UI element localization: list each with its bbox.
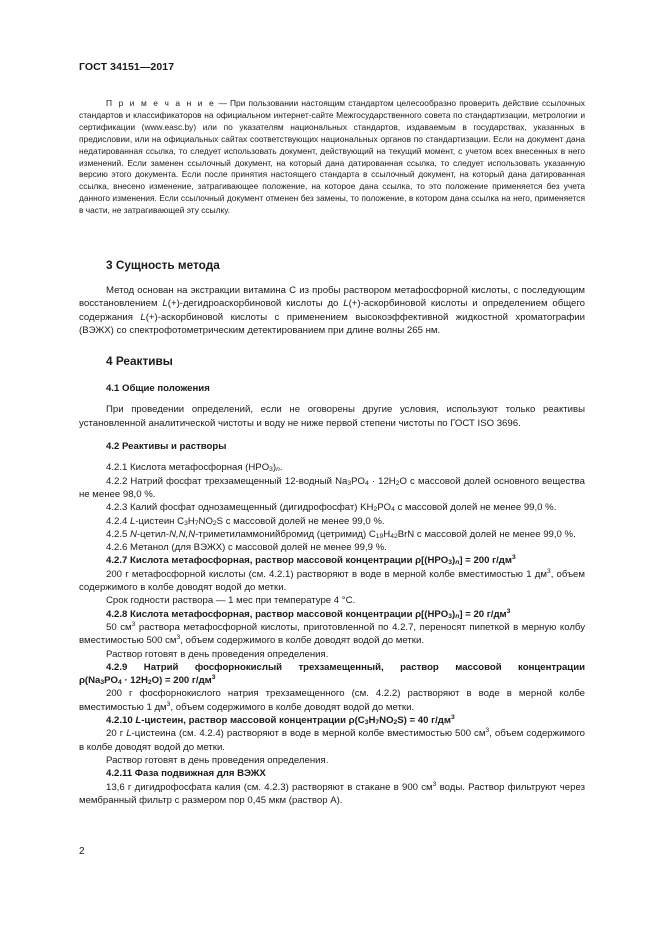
item-4-2-11-heading: 4.2.11 Фаза подвижная для ВЭЖХ: [106, 768, 266, 780]
item-4-2-11-paragraph: 13,6 г дигидрофосфата калия (см. 4.2.3) растворяют в стакане в 900 $см^3$ воды. Раствор фильтруют через мембранный фильтр с размером пор 0,45 мкм (раствор А).: [79, 780, 585, 806]
item-4-2-9-heading: 4.2.9 Натрий фосфорнокислый трехзамещенный, раствор массовой концентрации: [106, 661, 585, 673]
item-4-2-8-note: Раствор готовят в день проведения определения.: [106, 648, 329, 660]
item-4-2-2: 4.2.2 Натрий фосфат трехзамещенный 12-водный $Na_3PO_4 \cdot 12H_2O$ с массовой долей основного вещества не менее 98,0 %.: [79, 475, 585, 500]
item-4-2-9-heading-formula: $\rho(Na_3PO_4 \cdot 12H_2O) = 200$ $г/дм^3$: [79, 674, 216, 687]
note-paragraph: [79, 98, 585, 217]
item-4-2-7-heading: 4.2.7 Кислота метафосфорная, раствор массовой концентрации $\rho[(HPO_3)_n] = 200$ $г/дм^3$: [106, 554, 516, 567]
item-4-2-10-note: Раствор готовят в день проведения определения.: [106, 754, 329, 766]
section-4-1-heading: 4.1 Общие положения: [106, 383, 210, 395]
section-4-heading: 4 Реактивы: [106, 354, 173, 369]
section-4-1-paragraph: При проведении определений, если не оговорены другие условия, используют только реактивы установленной аналитической чистоты и воду не ниже первой степени чистоты по ГОСТ ISO 3696.: [79, 404, 585, 429]
section-3-paragraph: Метод основан на экстракции витамина С из пробы раствором метафосфорной кислоты, с последующим восстановлением L(+)-дегидроаскорбиновой кислоты до L(+)-аскорбиновой кислоты и определением общего содержания L(+)-аскорбиновой кислоты с применением высокоэффективной жидкостной хроматографии (ВЭЖХ) со спектрофотометрическим детектированием при длине волны 265 нм.: [79, 285, 585, 336]
item-4-2-7-shelf-life: Срок годности раствора — 1 мес при температуре 4 °С.: [106, 595, 356, 607]
item-4-2-6: 4.2.6 Метанол (для ВЭЖХ) с массовой долей не менее 99,9 %.: [106, 542, 387, 554]
item-4-2-8-paragraph: 50 $см^3$ раствора метафосфорной кислоты, приготовленной по 4.2.7, переносят пипеткой в мерную колбу вместимостью 500 $см^3$, объем содержимого в колбе доводят водой до метки.: [79, 620, 585, 647]
reference-note: [79, 98, 585, 217]
item-4-2-4: 4.2.4 L-цистеин $C_3H_7NO_2S$ с массовой долей не менее 99,0 %.: [106, 515, 385, 527]
item-4-2-5: 4.2.5 N-цетил-N,N,N-триметиламмонийбромид (цетримид) $C_{19}H_{42}BrN$ с массовой долей не менее 99,0 %.: [106, 528, 576, 540]
item-4-2-10-heading: 4.2.10 L-цистеин, раствор массовой концентрации $\rho(C_3H_7NO_2S) = 40$ $г/дм^3$: [106, 714, 455, 727]
item-4-2-7-paragraph: 200 г метафосфорной кислоты (см. 4.2.1) растворяют в воде в мерной колбе вместимостью 1 $дм^3$, объем содержимого в колбе доводят водой до метки.: [79, 567, 585, 594]
document-header: ГОСТ 34151—2017: [79, 61, 175, 73]
item-4-2-1: 4.2.1 Кислота метафосфорная $(HPO_3)_n$.: [106, 462, 283, 474]
item-4-2-3: 4.2.3 Калий фосфат однозамещенный (дигидрофосфат) $KH_2PO_4$ с массовой долей не менее 99,0 %.: [106, 502, 557, 514]
item-4-2-8-heading: 4.2.8 Кислота метафосфорная, раствор массовой концентрации $\rho[(HPO_3)_n] = 20$ $г/дм^3$: [106, 607, 511, 620]
item-4-2-9-paragraph: 200 г фосфорнокислого натрия трехзамещенного (см. 4.2.2) растворяют в воде в мерной колбе вместимостью 1 $дм^3$, объем содержимого в колбе доводят водой до метки.: [79, 688, 585, 713]
main-content: [79, 244, 585, 807]
note-text: — При пользовании настоящим стандартом целесообразно проверить действие ссылочных стандартов и классификаторов на официальном интернет-сайте Межгосударственного совета по стандартизации, метрологии и сертификации (www.easc.by) или по указателям национальных стандартов, издаваемым в государствах, указанных в предисловии, или на официальных сайтах соответствующих национальных органов по стандартизации. Если на документ дана недатированная ссылка, то следует использовать документ, действующий на текущий момент, с учетом всех внесенных в него изменений. Если заменен ссылочный документ, на который дана датированная ссылка, то следует использовать указанную версию этого документа. Если после принятия настоящего стандарта в ссылочный документ, на который дана датированная ссылка, внесено изменение, затрагивающее положение, на которое дана ссылка, то это положение применяется без учета данного изменения. Если ссылочный документ отменен без замены, то положение, в котором дана ссылка на него, применяется в части, не затрагивающей эту ссылку.: [79, 98, 585, 216]
section-3-heading: 3 Сущность метода: [106, 258, 220, 272]
section-4-2-heading: 4.2 Реактивы и растворы: [106, 441, 227, 453]
item-4-2-10-paragraph: 20 г L-цистеина (см. 4.2.4) растворяют в воде в мерной колбе вместимостью 500 $см^3$, объем содержимого в колбе доводят водой до метки.: [79, 727, 585, 753]
page-number: 2: [79, 846, 85, 857]
note-label: П р и м е ч а н и е: [106, 98, 216, 108]
